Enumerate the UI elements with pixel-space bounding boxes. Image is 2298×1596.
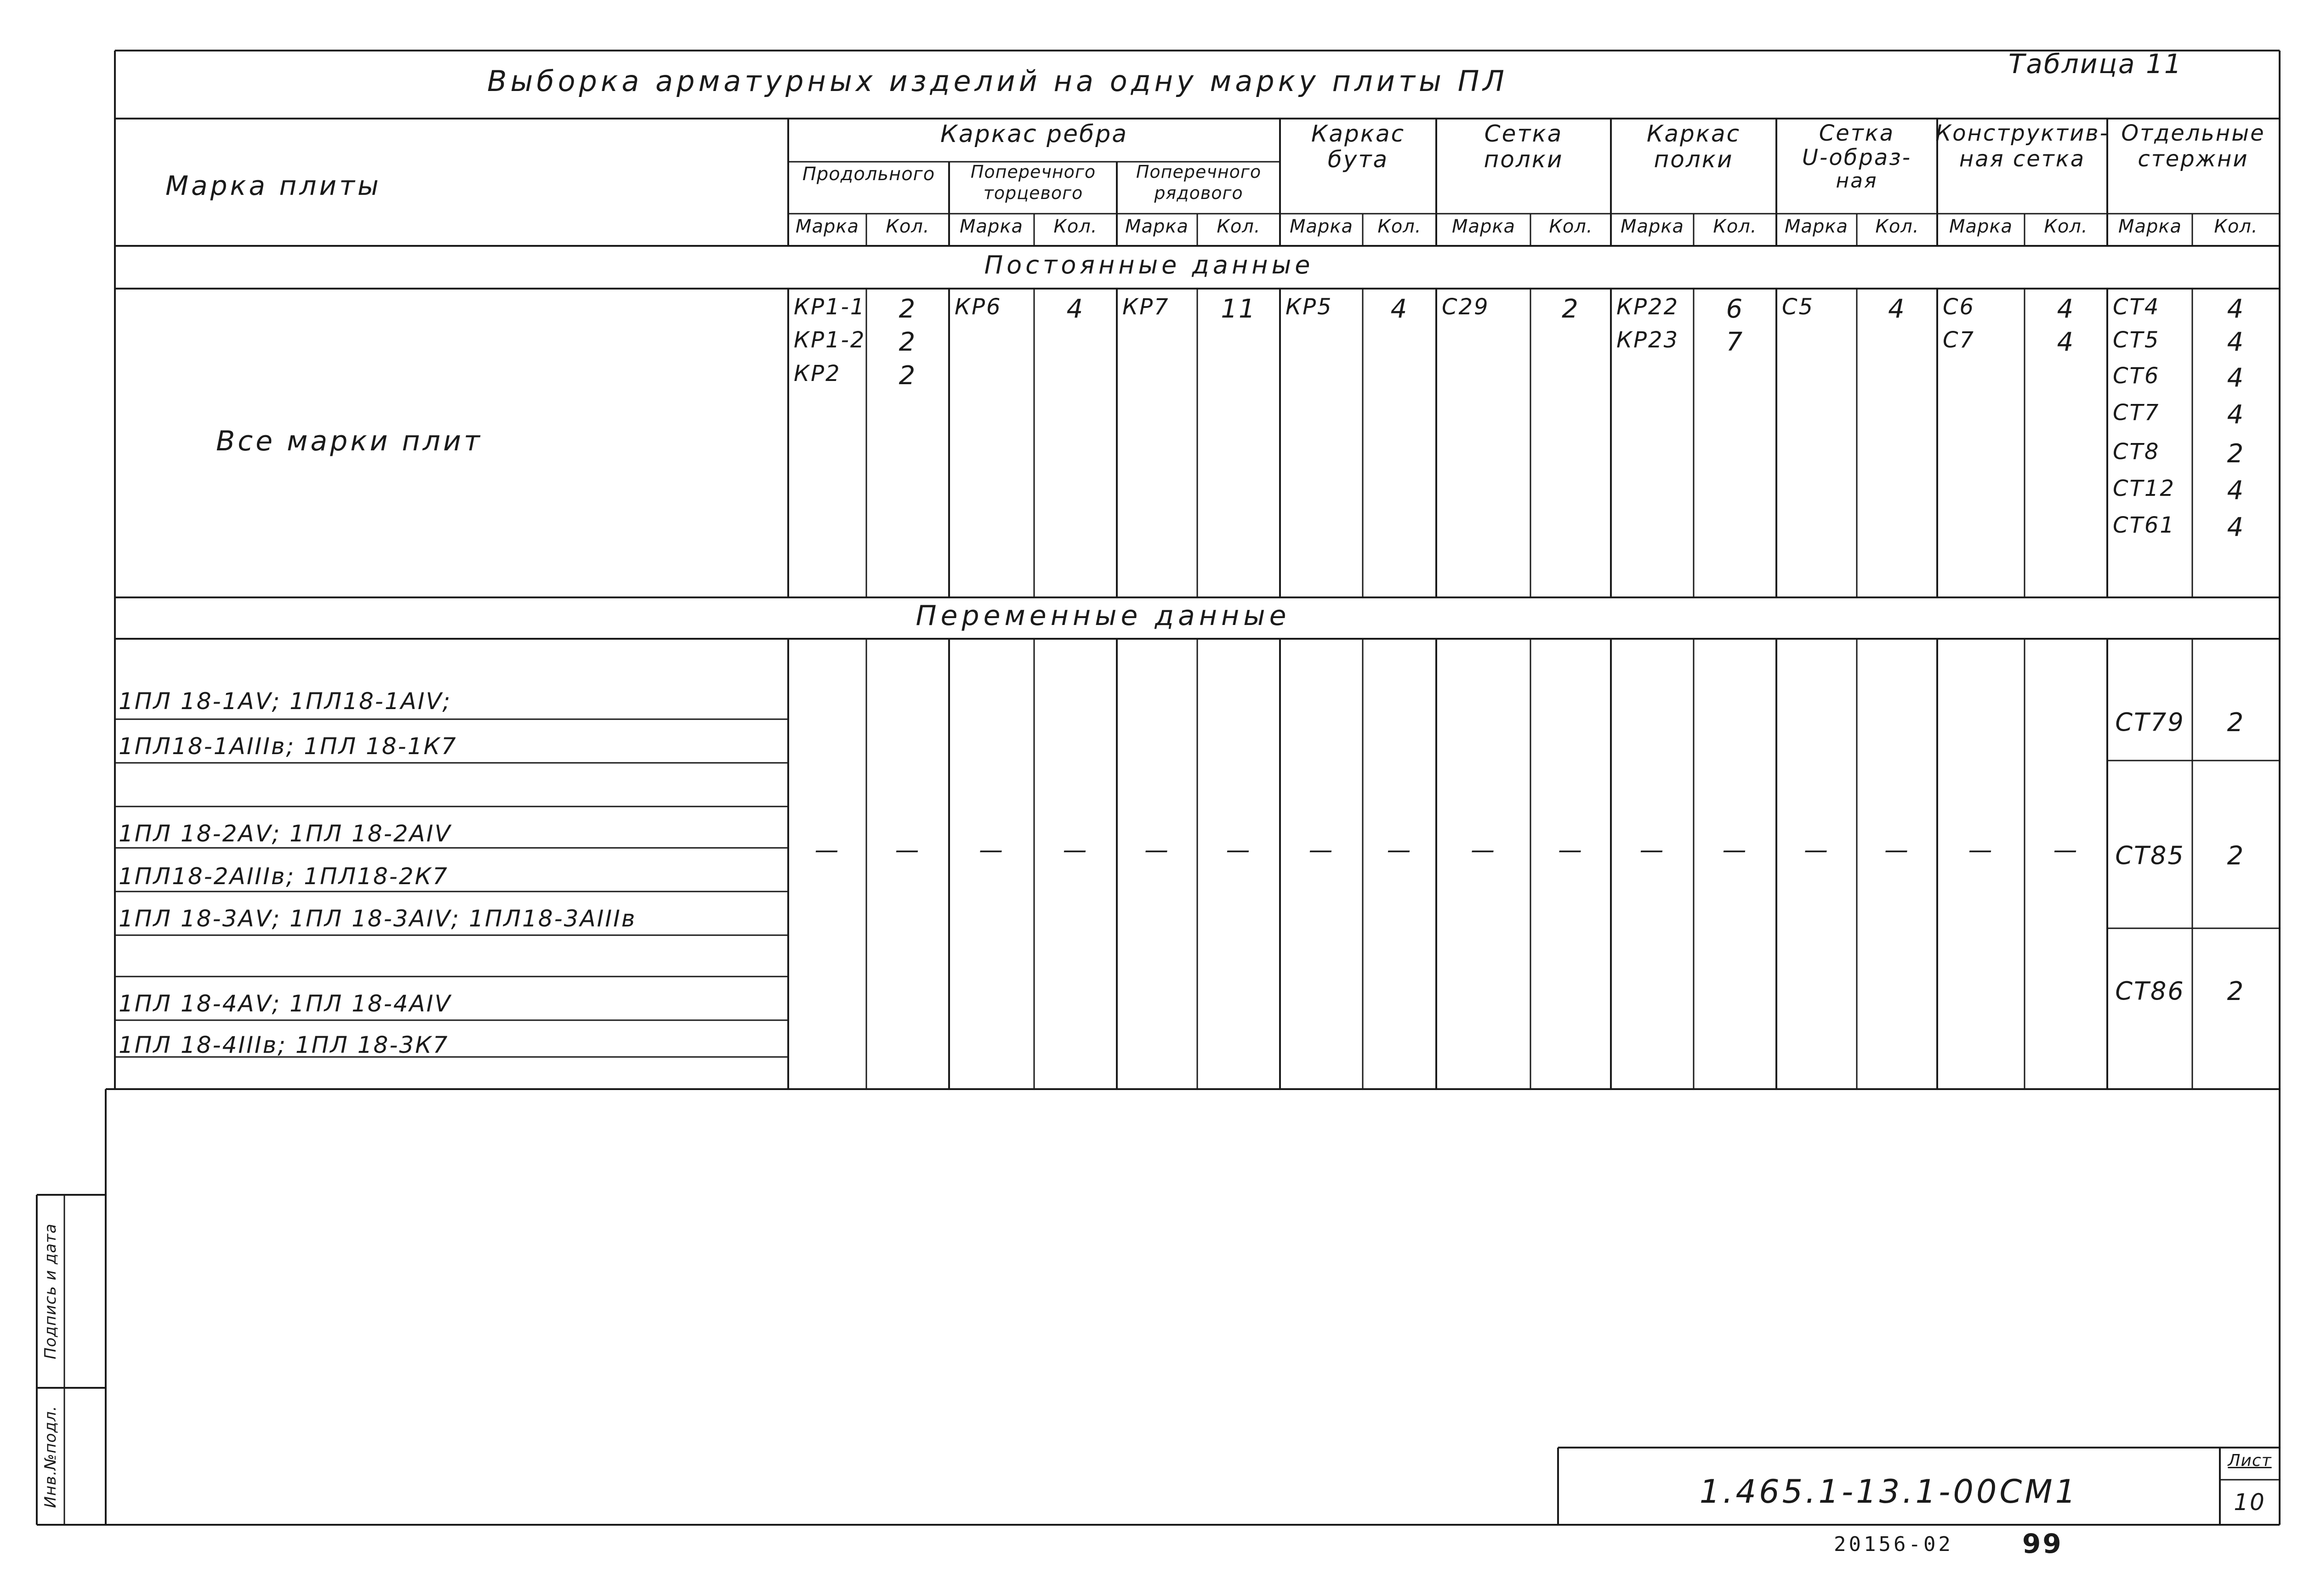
header-qty: Кол.: [1217, 216, 1261, 237]
constant-mark: С29: [1442, 294, 1490, 320]
header-group-setka-u-1: Сетка: [1819, 120, 1895, 146]
constant-qty: 4: [1066, 294, 1085, 324]
variable-plate-row: 1ПЛ 18-4АV; 1ПЛ 18-4АIV: [119, 990, 452, 1017]
empty-dash: —: [979, 836, 1004, 864]
constant-mark: СТ61: [2113, 512, 2175, 538]
constant-qty: 4: [1888, 294, 1906, 324]
header-group-karkas-buta-2: бута: [1327, 146, 1389, 173]
section-variable: Переменные данные: [916, 600, 1291, 632]
empty-dash: —: [895, 836, 921, 864]
empty-dash: —: [1722, 836, 1748, 864]
header-group-karkas-buta-1: Каркас: [1311, 120, 1405, 147]
constant-qty: 7: [1726, 327, 1744, 357]
footer-page-number: 99: [2022, 1528, 2063, 1559]
page-title: Выборка арматурных изделий на одну марку плиты ПЛ: [487, 64, 1508, 98]
header-mark: Марка: [1125, 216, 1189, 237]
footer-archive-number: 20156-02: [1834, 1533, 1953, 1556]
header-group-karkas-polki-1: Каркас: [1646, 120, 1741, 147]
constant-qty: 4: [1390, 294, 1409, 324]
header-qty: Кол.: [1713, 216, 1757, 237]
sheet-label: Лист: [2228, 1451, 2272, 1470]
section-constant: Постоянные данные: [984, 250, 1314, 279]
empty-dash: —: [814, 836, 840, 864]
constant-qty: 4: [2057, 294, 2075, 324]
constant-mark: С5: [1782, 294, 1815, 320]
document-code: 1.465.1-13.1-00СМ1: [1699, 1473, 2079, 1511]
header-mark: Марка: [1949, 216, 2013, 237]
constant-mark: КР7: [1122, 294, 1170, 320]
rod-mark: СТ79: [2115, 708, 2185, 737]
constant-mark: СТ12: [2113, 476, 2175, 501]
constant-mark: КР1-2: [794, 327, 866, 353]
constant-mark: СТ7: [2113, 400, 2160, 426]
empty-dash: —: [1968, 836, 1994, 864]
header-mark: Марка: [795, 216, 859, 237]
variable-plate-row: 1ПЛ 18-2АV; 1ПЛ 18-2АIV: [119, 820, 452, 847]
header-group-setka-polki-2: полки: [1484, 146, 1564, 173]
variable-plate-row: 1ПЛ18-1АIIIв; 1ПЛ 18-1К7: [119, 733, 457, 760]
variable-plate-row: 1ПЛ 18-3АV; 1ПЛ 18-3АIV; 1ПЛ18-3АIIIв: [119, 905, 637, 932]
header-qty: Кол.: [1549, 216, 1593, 237]
constant-mark: СТ4: [2113, 294, 2160, 320]
empty-dash: —: [1144, 836, 1170, 864]
constant-mark: КР2: [794, 361, 841, 386]
rod-qty: 2: [2227, 841, 2245, 871]
constant-mark: КР5: [1286, 294, 1333, 320]
empty-dash: —: [1804, 836, 1829, 864]
header-group-setka-u-3: ная: [1836, 169, 1878, 193]
constant-plate: Все марки плит: [216, 425, 483, 457]
constant-qty: 2: [899, 327, 917, 357]
constant-qty: 2: [899, 294, 917, 324]
variable-plate-row: 1ПЛ 18-4IIIв; 1ПЛ 18-3К7: [119, 1032, 449, 1058]
constant-mark: СТ8: [2113, 439, 2160, 465]
empty-dash: —: [1063, 836, 1088, 864]
variable-plate-row: 1ПЛ18-2АIIIв; 1ПЛ18-2К7: [119, 863, 449, 890]
empty-dash: —: [1639, 836, 1665, 864]
header-mark: Марка: [1451, 216, 1516, 237]
empty-dash: —: [1558, 836, 1583, 864]
header-qty: Кол.: [886, 216, 930, 237]
constant-qty: 4: [2227, 327, 2245, 357]
empty-dash: —: [1387, 836, 1412, 864]
empty-dash: —: [2053, 836, 2079, 864]
header-mark: Марка: [1620, 216, 1684, 237]
header-subgroup-ryadovogo-1: Поперечного: [1136, 162, 1262, 182]
header-qty: Кол.: [1875, 216, 1919, 237]
constant-qty: 11: [1221, 294, 1257, 324]
header-qty: Кол.: [2044, 216, 2088, 237]
constant-mark: КР22: [1616, 294, 1679, 320]
rod-mark: СТ85: [2115, 841, 2185, 870]
empty-dash: —: [1471, 836, 1496, 864]
constant-qty: 2: [899, 361, 917, 391]
header-qty: Кол.: [1053, 216, 1098, 237]
constant-qty: 6: [1726, 294, 1744, 324]
header-subgroup-torcevogo-2: торцевого: [983, 183, 1083, 203]
constant-qty: 4: [2057, 327, 2075, 357]
constant-qty: 4: [2227, 294, 2245, 324]
constant-qty: 4: [2227, 512, 2245, 542]
header-group-otd-sterzhni-2: стержни: [2138, 146, 2249, 172]
table-label: Таблица 11: [2008, 48, 2183, 80]
constant-mark: СТ5: [2113, 327, 2160, 353]
constant-mark: С7: [1943, 327, 1975, 353]
empty-dash: —: [1226, 836, 1251, 864]
constant-mark: КР23: [1616, 327, 1679, 353]
header-qty: Кол.: [1377, 216, 1422, 237]
constant-mark: С6: [1943, 294, 1975, 320]
header-subgroup-prodolnogo: Продольного: [802, 164, 935, 185]
sheet-number: 10: [2234, 1489, 2266, 1516]
constant-qty: 4: [2227, 476, 2245, 505]
header-group-konstr-setka-1: Конструктив-: [1935, 120, 2109, 146]
header-qty: Кол.: [2214, 216, 2258, 237]
constant-qty: 2: [1562, 294, 1580, 324]
header-mark: Марка: [1289, 216, 1354, 237]
constant-mark: СТ6: [2113, 363, 2160, 389]
header-group-karkas-polki-2: полки: [1654, 146, 1734, 173]
constant-qty: 2: [2227, 439, 2245, 469]
side-stamp-inventory: Инв.№подл.: [41, 1405, 60, 1508]
rod-mark: СТ86: [2115, 977, 2185, 1005]
constant-mark: КР6: [955, 294, 1002, 320]
constant-mark: КР1-1: [794, 294, 866, 320]
header-group-setka-u-2: U-образ-: [1802, 145, 1912, 170]
side-stamp-signature: Подпись и дата: [41, 1223, 60, 1359]
header-group-konstr-setka-2: ная сетка: [1959, 146, 2086, 172]
header-subgroup-ryadovogo-2: рядового: [1154, 183, 1243, 203]
variable-plate-row: 1ПЛ 18-1АV; 1ПЛ18-1АIV;: [119, 688, 452, 715]
header-plate-mark: Марка плиты: [165, 170, 381, 201]
constant-qty: 4: [2227, 400, 2245, 430]
rod-qty: 2: [2227, 977, 2245, 1006]
header-subgroup-torcevogo-1: Поперечного: [970, 162, 1096, 182]
header-mark: Марка: [959, 216, 1024, 237]
header-group-otd-sterzhni-1: Отдельные: [2121, 120, 2265, 146]
header-mark: Марка: [1784, 216, 1849, 237]
header-group-setka-polki-1: Сетка: [1484, 120, 1563, 147]
constant-qty: 4: [2227, 363, 2245, 393]
header-group-karkas-rebra: Каркас ребра: [940, 120, 1128, 148]
empty-dash: —: [1308, 836, 1334, 864]
empty-dash: —: [1884, 836, 1910, 864]
rod-qty: 2: [2227, 708, 2245, 738]
header-mark: Марка: [2118, 216, 2182, 237]
